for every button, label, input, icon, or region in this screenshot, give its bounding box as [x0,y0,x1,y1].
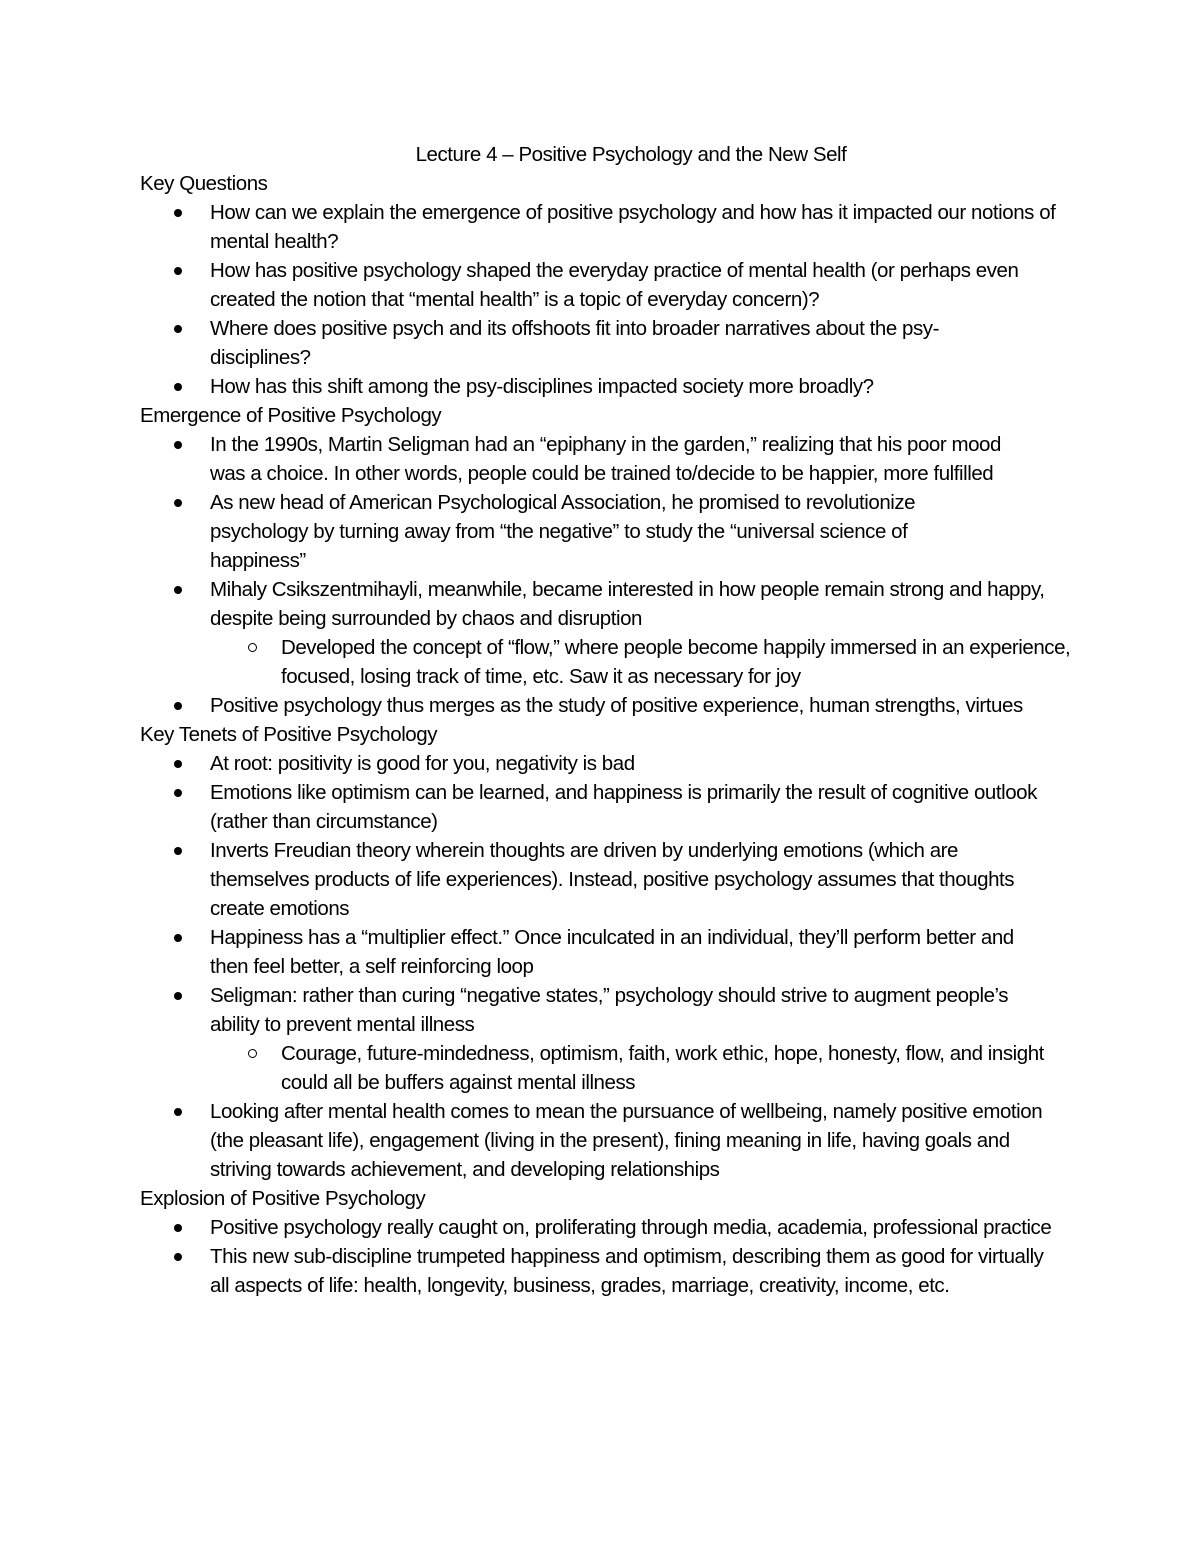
filled-bullet-icon [174,760,182,768]
filled-bullet-icon [174,992,182,1000]
emergence-list [140,430,1070,720]
list-item: Happiness has a “multiplier effect.” Once inculcated in an individual, they’ll perform better and then feel better, a self reinforcing loop [140,923,1050,981]
key-questions-list [140,198,1070,401]
filled-bullet-icon [174,1108,182,1116]
section-heading-key-questions: Key Questions [140,172,268,195]
section-heading-key-tenets: Key Tenets of Positive Psychology [140,723,437,746]
filled-bullet-icon [174,499,182,507]
section-heading-explosion: Explosion of Positive Psychology [140,1187,426,1210]
document-body [140,140,1070,1300]
filled-bullet-icon [174,1224,182,1232]
sub-list-item: Courage, future-mindedness, optimism, faith, work ethic, hope, honesty, flow, and insight could all be buffers against mental illness [140,1039,1081,1097]
filled-bullet-icon [174,847,182,855]
sub-list-item: Developed the concept of “flow,” where people become happily immersed in an experience, focused, losing track of time, etc. Saw it as necessary for joy [140,633,1081,691]
filled-bullet-icon [174,209,182,217]
list-item: Positive psychology really caught on, proliferating through media, academia, professional practice [140,1213,1062,1242]
list-item: How has this shift among the psy-disciplines impacted society more broadly? [140,372,1062,401]
filled-bullet-icon [174,586,182,594]
document-title: Lecture 4 – Positive Psychology and the New Self [415,143,847,166]
list-item: How has positive psychology shaped the everyday practice of mental health (or perhaps even created the notion that “mental health” is a topic of everyday concern)? [140,256,1062,314]
hollow-bullet-icon [248,643,257,652]
hollow-bullet-icon [248,1049,257,1058]
filled-bullet-icon [174,702,182,710]
key-tenets-list [140,749,1070,1184]
section-heading-emergence: Emergence of Positive Psychology [140,404,442,427]
filled-bullet-icon [174,383,182,391]
list-item: In the 1990s, Martin Seligman had an “epiphany in the garden,” realizing that his poor mood was a choice. In other words, people could be trained to/decide to be happier, more fulfilled [140,430,1036,488]
filled-bullet-icon [174,934,182,942]
list-item: Emotions like optimism can be learned, and happiness is primarily the result of cognitive outlook (rather than circumstance) [140,778,1062,836]
list-item: Inverts Freudian theory wherein thoughts are driven by underlying emotions (which are themselves products of life experiences). Instead, positive psychology assumes that thoughts create emotions [140,836,1062,923]
list-item: As new head of American Psychological Association, he promised to revolutionize psychology by turning away from “the negative” to study the “universal science of happiness” [140,488,1000,575]
filled-bullet-icon [174,441,182,449]
filled-bullet-icon [174,789,182,797]
list-item: Where does positive psych and its offshoots fit into broader narratives about the psy-disciplines? [140,314,1032,372]
list-item: How can we explain the emergence of positive psychology and how has it impacted our notions of mental health? [140,198,1062,256]
list-item: Seligman: rather than curing “negative states,” psychology should strive to augment people’s ability to prevent mental illness [140,981,1062,1039]
explosion-list [140,1213,1070,1300]
list-item: Mihaly Csikszentmihayli, meanwhile, became interested in how people remain strong and happy, despite being surrounded by chaos and disruption [140,575,1062,633]
list-item: This new sub-discipline trumpeted happiness and optimism, describing them as good for virtually all aspects of life: health, longevity, business, grades, marriage, creativity, income, etc. [140,1242,1062,1300]
filled-bullet-icon [174,267,182,275]
filled-bullet-icon [174,1253,182,1261]
filled-bullet-icon [174,325,182,333]
list-item: Positive psychology thus merges as the study of positive experience, human strengths, virtues [140,691,1062,720]
list-item: At root: positivity is good for you, negativity is bad [140,749,1062,778]
list-item: Looking after mental health comes to mean the pursuance of wellbeing, namely positive emotion (the pleasant life), engagement (living in the present), fining meaning in life, having goals and striving towards achievement, and developing relationships [140,1097,1062,1184]
